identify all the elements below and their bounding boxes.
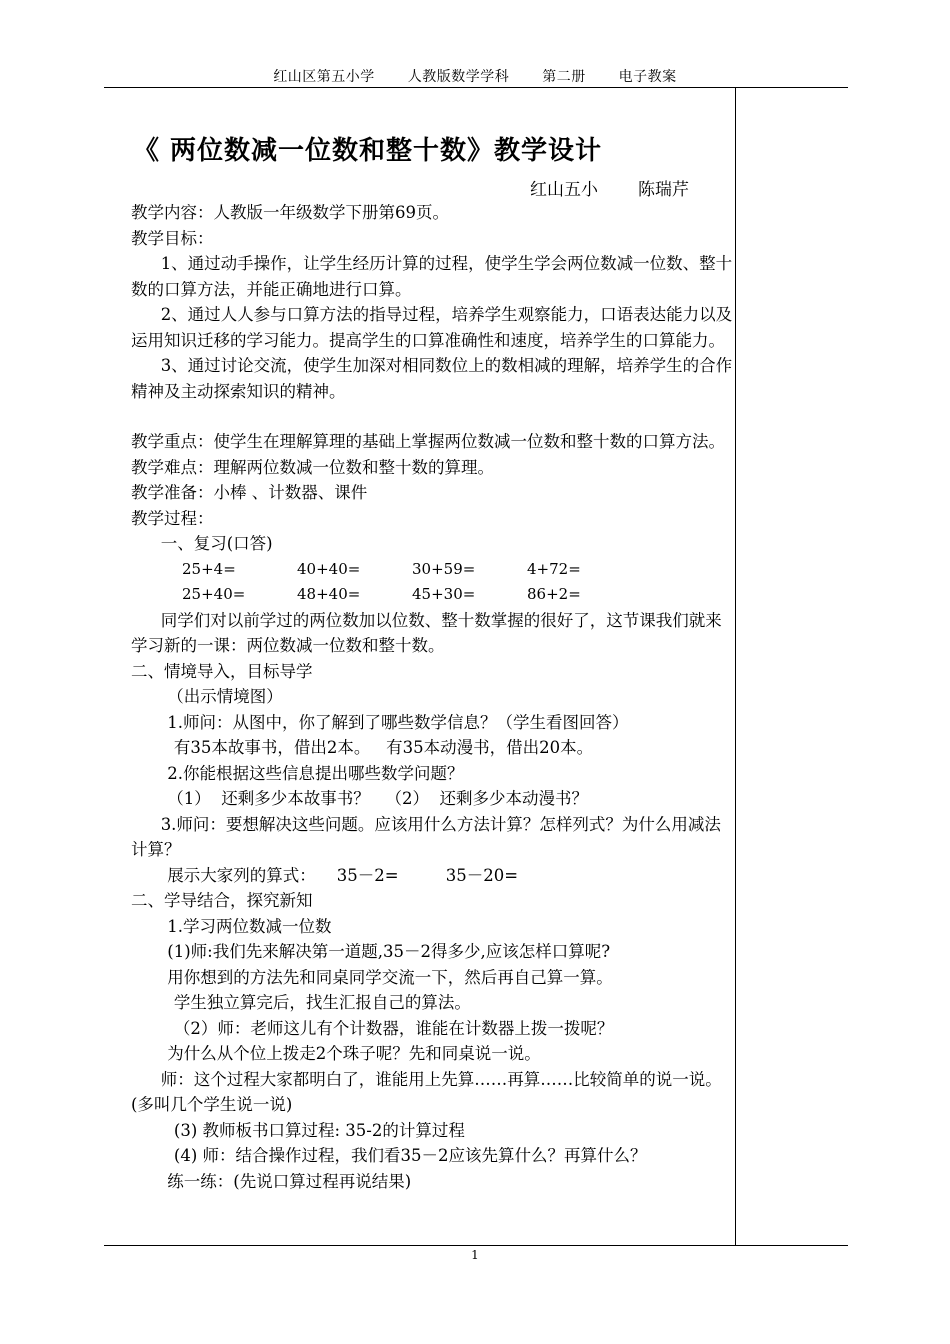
goals-heading: 教学目标： <box>131 228 214 248</box>
header-subject: 人教版数学学科 <box>407 69 510 85</box>
section-2-title: 二、情境导入，目标导学 <box>131 661 313 681</box>
review-item: 30+59= <box>412 559 476 578</box>
review-item: 4+72= <box>527 559 581 578</box>
section-3-item-1: 1.学习两位数减一位数 <box>167 916 332 936</box>
section-2-equations: 展示大家列的算式： 35－2= 35－20= <box>167 865 519 885</box>
key-point: 教学重点：使学生在理解算理的基础上掌握两位数减一位数和整十数的口算方法。 <box>131 432 725 451</box>
review-item: 86+2= <box>527 585 581 603</box>
preparation: 教学准备：小棒 、计数器、课件 <box>131 483 368 502</box>
section-2-q1: 1.师问：从图中，你了解到了哪些数学信息？（学生看图回答） <box>167 712 629 732</box>
review-item: 45+30= <box>412 585 476 603</box>
footer-rule <box>104 1245 848 1246</box>
review-item: 48+40= <box>297 585 361 603</box>
goal-3: 3、通过讨论交流，使学生加深对相同数位上的数相减的理解，培养学生的合作精神及主动探索知识的精神。 <box>131 356 733 401</box>
review-item: 25+40= <box>182 585 246 603</box>
process-heading: 教学过程： <box>131 508 214 528</box>
page-header <box>0 66 950 86</box>
section-3-item-2b: 为什么从个位上拨走2个珠子呢？先和同桌说一说。 <box>167 1044 541 1063</box>
section-2-q2: 2.你能根据这些信息提出哪些数学问题？ <box>167 763 464 783</box>
section-3-item-4: (4) 师：结合操作过程，我们看35－2应该先算什么？再算什么？ <box>173 1146 647 1165</box>
section-3-practice: 练一练：(先说口算过程再说结果) <box>167 1171 412 1191</box>
page-number: 1 <box>471 1248 479 1262</box>
header-school: 红山区第五小学 <box>273 69 375 85</box>
section-2-info: 有35本故事书，借出2本。 有35本动漫书，借出20本。 <box>173 738 594 757</box>
section-2-questions: （1） 还剩多少本故事书？ （2） 还剩多少本动漫书？ <box>167 789 589 808</box>
section-3-item-3: (3) 教师板书口算过程: 35-2的计算过程 <box>173 1120 465 1140</box>
section-3-item-2: （2）师：老师这儿有个计数器，谁能在计数器上拨一拨呢？ <box>173 1018 614 1038</box>
spacer <box>131 404 735 429</box>
section-3-item-2c: 师：这个过程大家都明白了，谁能用上先算……再算……比较简单的说一说。 (多叫几个学生说一说) <box>131 1069 738 1114</box>
author-school: 红山五小 <box>530 180 598 200</box>
author-name: 陈瑞芹 <box>638 180 689 200</box>
section-3-title: 二、学导结合，探究新知 <box>131 891 313 910</box>
section-3-item-1b: 用你想到的方法先和同桌同学交流一下，然后再自己算一算。 <box>167 967 613 987</box>
review-item: 25+4= <box>182 559 236 578</box>
section-2-q3: 3.师问：要想解决这些问题。应该用什么方法计算？怎样列式？为什么用减法计算？ <box>131 814 721 859</box>
teaching-content: 教学内容：人教版一年级数学下册第69页。 <box>131 203 449 222</box>
section-3-item-1c: 学生独立算完后，找生汇报自己的算法。 <box>173 993 471 1012</box>
section-2-show: （出示情境图） <box>167 687 283 706</box>
transition-text: 同学们对以前学过的两位数加以位数、整十数掌握的很好了，这节课我们就来学习新的一课：两位数减一位数和整十数。 <box>131 610 722 655</box>
document-title: 《 两位数减一位数和整十数》教学设计 <box>133 136 603 166</box>
difficulty: 教学难点：理解两位数减一位数和整十数的算理。 <box>131 457 494 477</box>
goal-1: 1、通过动手操作，让学生经历计算的过程，使学生学会两位数减一位数、整十数的口算方法，并能正确地进行口算。 <box>131 254 733 299</box>
goal-2: 2、通过人人参与口算方法的指导过程，培养学生观察能力，口语表达能力以及运用知识迁移的学习能力。提高学生的口算准确性和速度，培养学生的口算能力。 <box>131 305 733 350</box>
author-line <box>530 175 689 200</box>
review-row <box>131 557 735 583</box>
review-row <box>131 582 735 608</box>
header-volume: 第二册 <box>542 69 586 85</box>
section-3-item-1a: (1)师:我们先来解决第一道题,35－2得多少,应该怎样口算呢? <box>167 942 611 961</box>
header-type: 电子教案 <box>618 69 677 85</box>
review-heading: 一、复习(口答) <box>160 534 273 553</box>
review-item: 40+40= <box>297 559 361 578</box>
header-rule <box>104 87 848 88</box>
document-body <box>131 200 738 1194</box>
